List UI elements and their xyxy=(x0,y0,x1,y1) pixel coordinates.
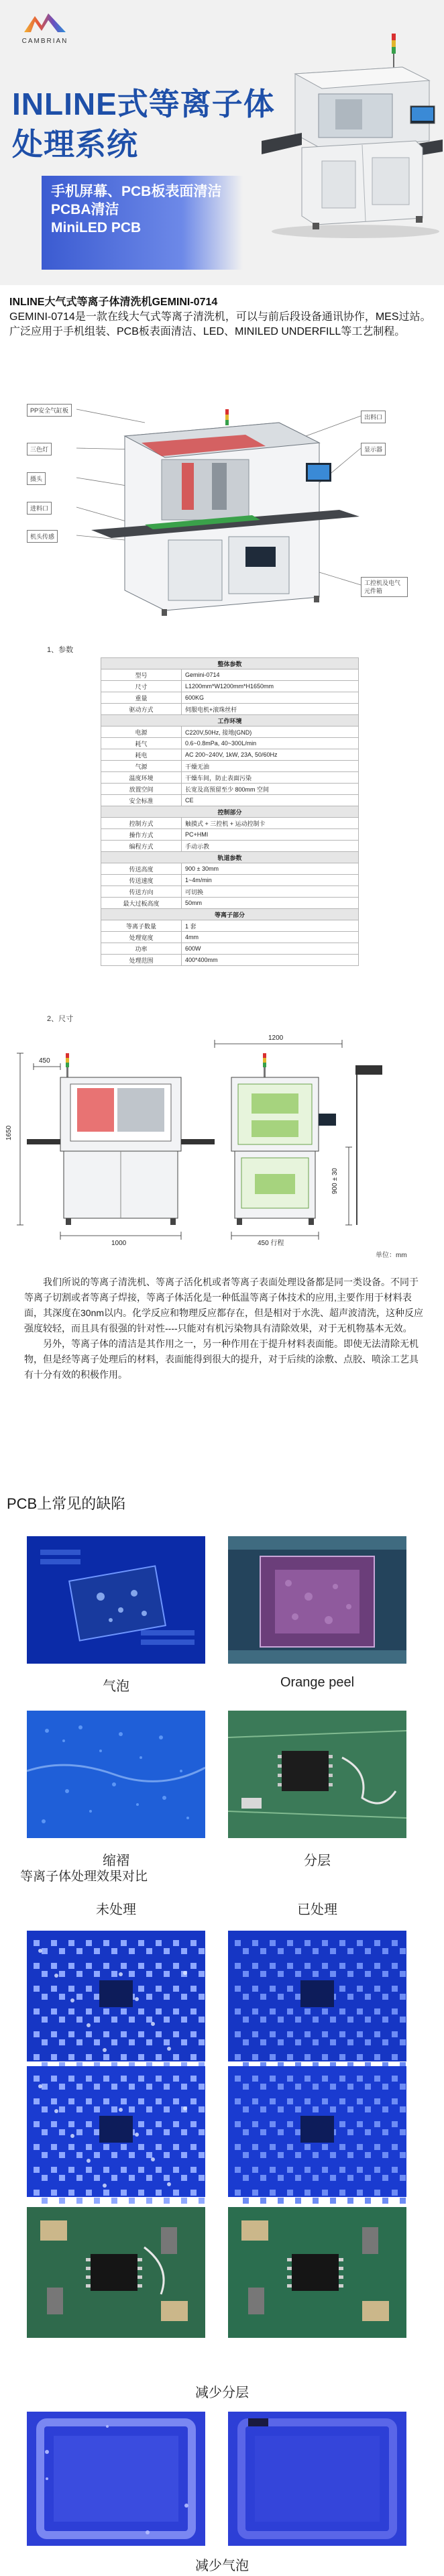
defect-caption: 分层 xyxy=(304,1854,331,1868)
hero-title xyxy=(12,84,275,164)
params-group-title: 控制部分 xyxy=(101,806,359,818)
description-paragraph: 另外，等离子体的清洁是其作用之一，另一种作用在于提升材料表面能。即使无法清除无机物，但是经等离子处理后的材料，表面能得到很大的提升，对于后续的涂敷、点胶、喷涂工艺具有十分有效的积极作用。 xyxy=(24,1338,419,1380)
defect-caption: 气泡 xyxy=(103,1679,129,1694)
params-value: Gemini-0714 xyxy=(182,669,359,681)
logo-mark-icon xyxy=(21,8,68,36)
params-key: 编程方式 xyxy=(101,841,182,852)
params-value: 手动示教 xyxy=(182,841,359,852)
params-key: 尺寸 xyxy=(101,681,182,692)
dimension-label: 1200 xyxy=(268,1034,284,1042)
column-before: 未处理 xyxy=(96,1902,136,1917)
params-group-title: 工作环境 xyxy=(101,715,359,727)
compare-photo-before xyxy=(27,2066,205,2197)
params-key: 传送方向 xyxy=(101,886,182,898)
params-row xyxy=(101,761,359,772)
params-group-header xyxy=(101,658,359,669)
hero-title-line2: 处理系统 xyxy=(12,127,138,162)
plasma-description xyxy=(24,1275,427,1383)
params-value: 触摸式 + 三控机 + 运动控制卡 xyxy=(182,818,359,829)
params-row xyxy=(101,955,359,966)
params-value: C220V,50Hz, 接地(GND) xyxy=(182,727,359,738)
params-value: 长宽及高预留至少 800mm 空间 xyxy=(182,784,359,795)
compare-photo-after xyxy=(228,2066,406,2197)
dimension-label: 450 行程 xyxy=(258,1240,284,1247)
params-group-header xyxy=(101,806,359,818)
params-key: 气源 xyxy=(101,761,182,772)
params-key: 型号 xyxy=(101,669,182,681)
defect-photo-wrinkle xyxy=(27,1711,205,1838)
defect-photo-bubble xyxy=(27,1536,205,1664)
compare-photo-before xyxy=(27,2207,205,2338)
params-group-header xyxy=(101,852,359,863)
compare-photo-after xyxy=(228,1931,406,2061)
params-value: 0.6~0.8mPa, 40~300L/min xyxy=(182,738,359,749)
params-key: 驱动方式 xyxy=(101,704,182,715)
params-row xyxy=(101,738,359,749)
params-key: 耗电 xyxy=(101,749,182,761)
params-row xyxy=(101,727,359,738)
compare-photo-after xyxy=(228,2207,406,2338)
params-value: 900 ± 30mm xyxy=(182,863,359,875)
params-group-title: 轨道参数 xyxy=(101,852,359,863)
params-value: 600W xyxy=(182,943,359,955)
side-view-drawing xyxy=(231,1053,382,1225)
column-after: 已处理 xyxy=(297,1902,337,1917)
brand-logo xyxy=(15,8,75,45)
params-group-header xyxy=(101,715,359,727)
params-row xyxy=(101,681,359,692)
params-key: 处理范围 xyxy=(101,955,182,966)
dimension-label: 1000 xyxy=(111,1240,127,1247)
params-row xyxy=(101,795,359,806)
compare-caption-delamination: 减少分层 xyxy=(195,2385,249,2400)
params-key: 功率 xyxy=(101,943,182,955)
machine-diagram xyxy=(24,396,427,631)
params-value: PC+HMI xyxy=(182,829,359,841)
params-row xyxy=(101,875,359,886)
params-row xyxy=(101,784,359,795)
params-value: CE xyxy=(182,795,359,806)
params-row xyxy=(101,863,359,875)
hero-tag: PCBA清洁 xyxy=(51,202,119,217)
params-key: 电源 xyxy=(101,727,182,738)
compare-photo-bubbles-before xyxy=(27,2412,205,2546)
callout-label: 显示器 xyxy=(361,443,386,455)
params-key: 耗气 xyxy=(101,738,182,749)
params-value: 50mm xyxy=(182,898,359,909)
dimension-label: 1650 xyxy=(5,1125,13,1140)
callout-label: 出料口 xyxy=(361,411,386,423)
params-group-title: 整体参数 xyxy=(101,658,359,669)
params-key: 等离子数量 xyxy=(101,920,182,932)
params-value: 600KG xyxy=(182,692,359,704)
params-value: 1~4m/min xyxy=(182,875,359,886)
params-group-title: 等离子部分 xyxy=(101,909,359,920)
defect-photo-orange-peel xyxy=(228,1536,406,1664)
description-paragraph: 我们所说的等离子清洗机、等离子活化机或者等离子表面处理设备都是同一类设备。不同于等离子切割或者等离子焊接，等离子体活化是一种低温等离子体技术的应用,主要作用于材料表面，其深度在30nm以内。化学反应和物理反应都存在，但是相对于水洗、超声波清洗，这种反应强度较轻，而且具有很强的针对性----只能对有机污染物具有清除效果，对于无机物基本无效。 xyxy=(24,1277,424,1334)
params-row xyxy=(101,886,359,898)
params-row xyxy=(101,932,359,943)
params-value: 可切换 xyxy=(182,886,359,898)
params-table xyxy=(101,657,359,966)
callout-label: 三色灯 xyxy=(27,443,52,455)
params-row xyxy=(101,704,359,715)
callout-label: 机头传感 xyxy=(27,530,58,543)
params-value: L1200mm*W1200mm*H1650mm xyxy=(182,681,359,692)
params-value: 干燥车间，防止表面污染 xyxy=(182,772,359,784)
params-key: 传送高度 xyxy=(101,863,182,875)
params-row xyxy=(101,841,359,852)
compare-caption-bubbles: 减少气泡 xyxy=(195,2559,249,2573)
hero-tag: 手机屏幕、PCB板表面清洁 xyxy=(51,184,222,199)
compare-photo-bubbles-after xyxy=(228,2412,406,2546)
params-key: 处理宽度 xyxy=(101,932,182,943)
params-row xyxy=(101,920,359,932)
dimension-label: 450 xyxy=(39,1057,50,1065)
hero-title-line1: INLINE式等离子体 xyxy=(12,87,275,121)
params-key: 最大过板高度 xyxy=(101,898,182,909)
hero-banner xyxy=(0,0,444,285)
defect-caption: 缩褶 xyxy=(103,1854,129,1868)
params-value: 干燥无油 xyxy=(182,761,359,772)
dimension-drawings xyxy=(5,1026,431,1248)
params-value: 伺服电机+滚珠丝杆 xyxy=(182,704,359,715)
callout-label: PP安全气缸板 xyxy=(27,404,72,417)
params-row xyxy=(101,749,359,761)
callout-label: 进料口 xyxy=(27,502,52,515)
params-value: 400*400mm xyxy=(182,955,359,966)
defect-photo-delamination xyxy=(228,1711,406,1838)
params-row xyxy=(101,772,359,784)
brand-name: CAMBRIAN xyxy=(21,38,68,45)
params-row xyxy=(101,818,359,829)
hero-tag-panel xyxy=(42,176,243,270)
defects-heading: PCB上常见的缺陷 xyxy=(7,1495,126,1512)
dimension-label: 900 ± 30 xyxy=(331,1168,339,1194)
params-row xyxy=(101,669,359,681)
compare-heading: 等离子体处理效果对比 xyxy=(20,1870,148,1884)
compare-photo-before xyxy=(27,1931,205,2061)
product-title: INLINE大气式等离子体清洗机GEMINI-0714 xyxy=(9,297,218,308)
params-section-label: 1、参数 xyxy=(47,646,74,654)
params-key: 控制方式 xyxy=(101,818,182,829)
params-key: 放置空间 xyxy=(101,784,182,795)
product-description: GEMINI-0714是一款在线大气式等离子清洗机，可以与前后段设备通讯协作，MES过站。广泛应用于手机组装、PCB板表面清洁、LED、MINILED UNDERFILL等工艺制程。 xyxy=(9,311,431,337)
params-key: 传送速度 xyxy=(101,875,182,886)
front-view-drawing xyxy=(27,1053,215,1225)
params-row xyxy=(101,692,359,704)
params-key: 温度环境 xyxy=(101,772,182,784)
params-row xyxy=(101,943,359,955)
params-value: 4mm xyxy=(182,932,359,943)
callout-label: 摄头 xyxy=(27,472,46,485)
dimension-drawing-svg xyxy=(5,1026,431,1248)
dimensions-section-label: 2、尺寸 xyxy=(47,1015,74,1023)
params-row xyxy=(101,898,359,909)
params-key: 重量 xyxy=(101,692,182,704)
params-group-header xyxy=(101,909,359,920)
product-intro xyxy=(9,295,436,339)
hero-machine-illustration xyxy=(255,27,443,241)
callout-label: 工控机及电气元件箱 xyxy=(361,577,408,597)
params-row xyxy=(101,829,359,841)
defect-caption: Orange peel xyxy=(280,1675,355,1690)
params-key: 安全标准 xyxy=(101,795,182,806)
hero-tag: MiniLED PCB xyxy=(51,220,142,235)
params-key: 操作方式 xyxy=(101,829,182,841)
unit-note: 单位：mm xyxy=(376,1252,407,1259)
params-value: 1 套 xyxy=(182,920,359,932)
params-value: AC 200~240V, 1kW, 23A, 50/60Hz xyxy=(182,749,359,761)
